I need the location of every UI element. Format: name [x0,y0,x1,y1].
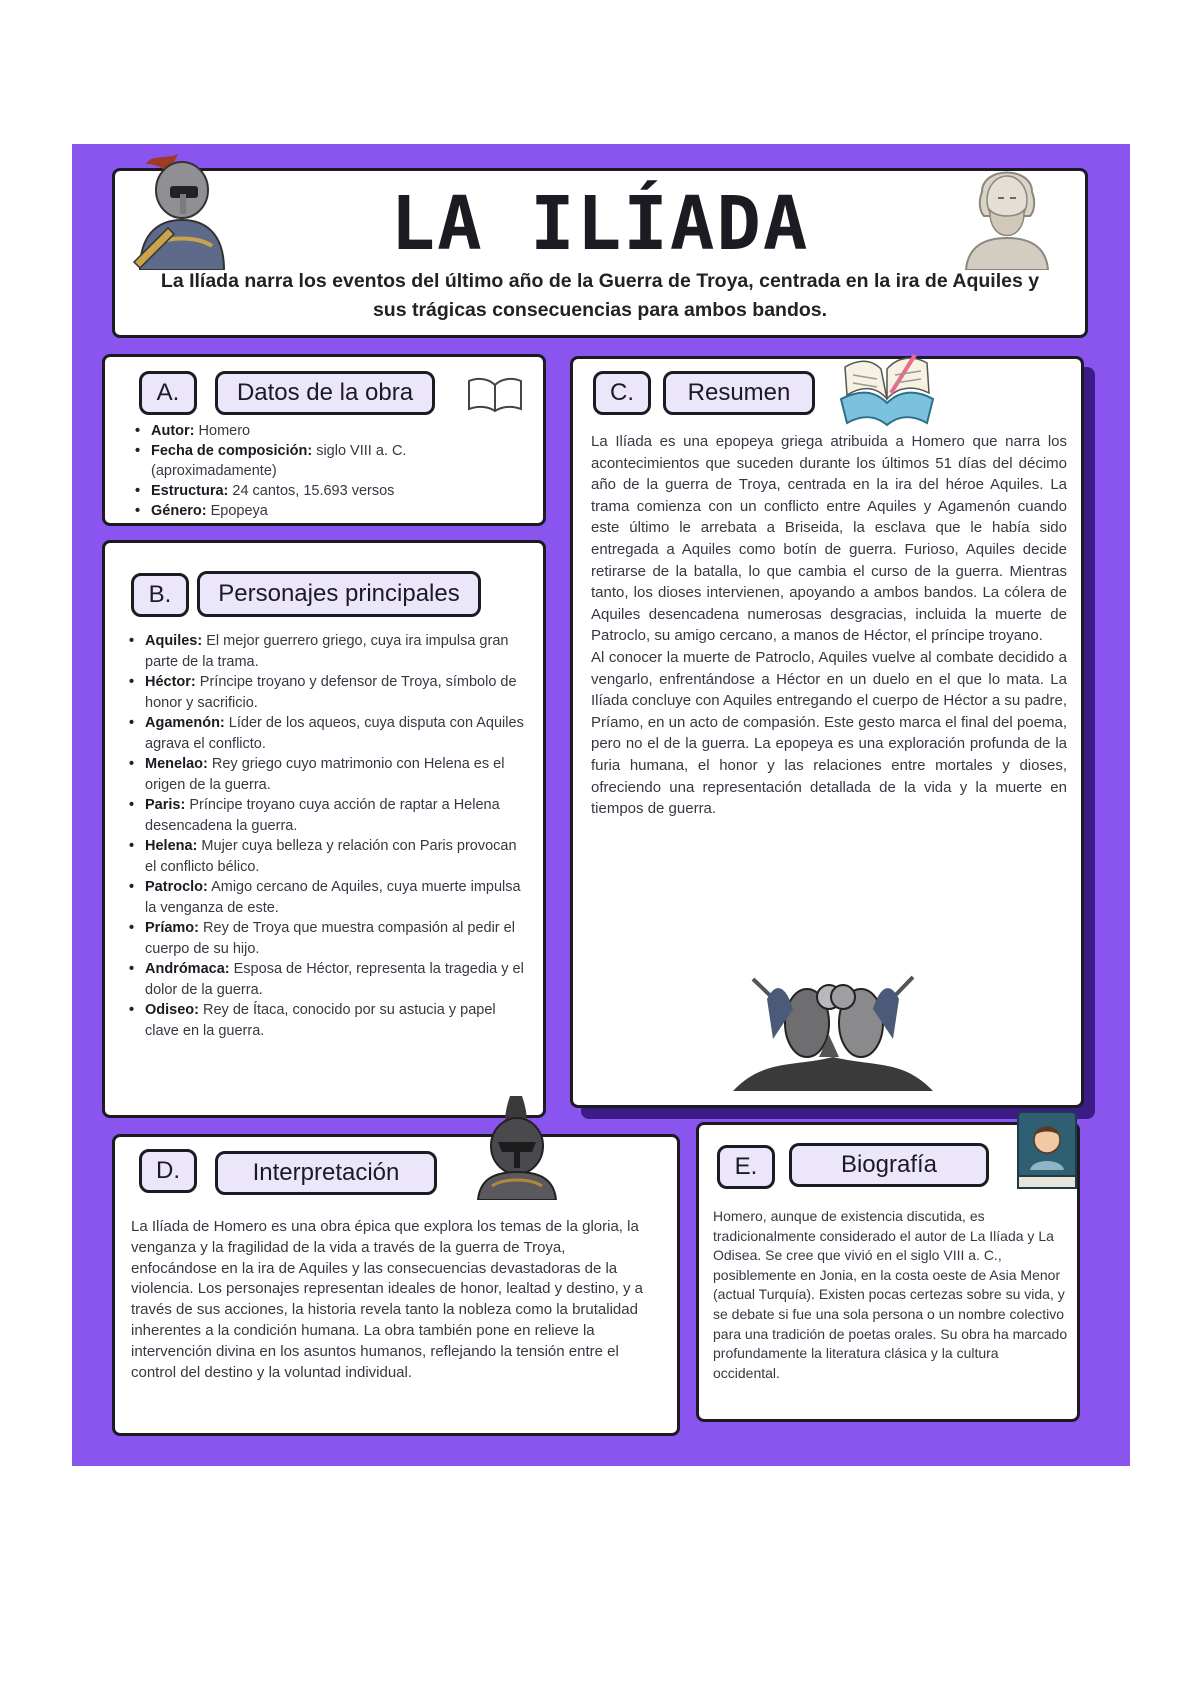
section-b-letter: B. [131,573,189,617]
summary-paragraph: La Ilíada es una epopeya griega atribuida a Homero que narra los acontecimientos que suceden durante los últimos 51 días del décimo año de la guerra de Troya, centrada en la ira del héroe Aquiles. La trama comienza con un conflicto entre Aquiles y Agamenón cuando este último le arrebata a Briseida, la esclava que le había sido entregada a Aquiles como botín de guerra. Furioso, Aquiles decide retirarse de la batalla, lo que cambia el curso de la guerra. Mientras tanto, los dioses intervienen, apoyando a ambos bandos. La cólera de Aquiles desencadena numerosas desgracias, incluida la muerte de Patroclo, su amigo cercano, a manos de Héctor, el príncipe troyano. [591,433,1067,645]
section-b-list [129,631,529,1041]
section-a-heading: Datos de la obra [215,371,435,415]
section-d-letter: D. [139,1149,197,1193]
list-item: • Estructura: 24 cantos, 15.693 versos [135,481,525,501]
list-item: • Autor: Homero [135,421,525,441]
section-d-heading: Interpretación [215,1151,437,1195]
poster-background [72,144,1130,1466]
homer-bust-icon [952,152,1062,270]
section-c-heading: Resumen [663,371,815,415]
trojan-helmet-icon [470,1094,564,1200]
section-a-list [135,421,525,521]
section-d-card [112,1134,680,1436]
biography-book-icon [1014,1110,1080,1190]
list-item: • Género: Epopeya [135,501,525,521]
section-c-letter: C. [593,371,651,415]
list-item: • Agamenón: Líder de los aqueos, cuya disputa con Aquiles agrava el conflicto. [129,713,529,754]
section-b-card [102,540,546,1118]
open-book-icon [835,345,939,429]
warriors-duel-icon [733,939,933,1091]
list-item: • Odiseo: Rey de Ítaca, conocido por su astucia y papel clave en la guerra. [129,1000,529,1041]
page-subtitle: La Ilíada narra los eventos del último año de la Guerra de Troya, centrada en la ira de Aquiles y sus trágicas consecuencias para ambos bandos. [160,270,1040,321]
section-b-heading: Personajes principales [197,571,481,617]
open-book-icon [465,375,525,413]
section-e-heading: Biografía [789,1143,989,1187]
section-d-text: La Ilíada de Homero es una obra épica que explora los temas de la gloria, la venganza y la fragilidad de la vida a través de la guerra de Troya, enfocándose en la ira de Aquiles y las consecuencias devastadoras de la violencia. Los personajes representan ideales de honor, lealtad y destino, y a través de sus acciones, la historia revela tanto la nobleza como la brutalidad inherentes a la condición humana. La obra también pone en relieve la intervención divina en los asuntos humanos, reflejando la tensión entre el control del destino y la voluntad individual. [131,1218,643,1381]
section-c-card [570,356,1084,1108]
section-e-letter: E. [717,1145,775,1189]
list-item: • Andrómaca: Esposa de Héctor, representa la tragedia y el dolor de la guerra. [129,959,529,1000]
spartan-warrior-icon [122,150,232,270]
summary-paragraph: Al conocer la muerte de Patroclo, Aquiles vuelve al combate decidido a vengarlo, enfrentándose a Héctor en un duelo en el que lo mata. La Ilíada concluye con Aquiles entregando el cuerpo de Héctor a su padre, Príamo, en un acto de compasión. Este gesto marca el final del poema, pero no el de la guerra. La epopeya es una exploración profunda de la furia humana, el honor y las relaciones entre mortales y dioses, ofreciendo una representación detallada de la vida y la muerte en tiempos de guerra. [591,648,1067,818]
header-card [112,168,1088,338]
list-item: • Paris: Príncipe troyano cuya acción de raptar a Helena desencadena la guerra. [129,795,529,836]
list-item: • Fecha de composición: siglo VIII a. C. (aproximadamente) [135,441,525,481]
list-item: • Menelao: Rey griego cuyo matrimonio con Helena es el origen de la guerra. [129,754,529,795]
page-title: LA ILÍADA [390,181,810,267]
list-item: • Helena: Mujer cuya belleza y relación con Paris provocan el conflicto bélico. [129,836,529,877]
section-a-card [102,354,546,526]
section-e-text: Homero, aunque de existencia discutida, es tradicionalmente considerado el autor de La Ilíada y La Odisea. Se cree que vivió en el siglo VIII a. C., posiblemente en Jonia, en la costa oeste de Asia Menor (actual Turquía). Existen pocas certezas sobre su vida, y se debate si fue una sola persona o un nombre colectivo para una tradición de poetas orales. Su obra ha marcado profundamente la literatura clásica y la cultura occidental. [713,1208,1068,1381]
list-item: • Príamo: Rey de Troya que muestra compasión al pedir el cuerpo de su hijo. [129,918,529,959]
list-item: • Aquiles: El mejor guerrero griego, cuya ira impulsa gran parte de la trama. [129,631,529,672]
list-item: • Héctor: Príncipe troyano y defensor de Troya, símbolo de honor y sacrificio. [129,672,529,713]
section-c-text [591,431,1067,820]
list-item: • Patroclo: Amigo cercano de Aquiles, cuya muerte impulsa la venganza de este. [129,877,529,918]
section-a-letter: A. [139,371,197,415]
